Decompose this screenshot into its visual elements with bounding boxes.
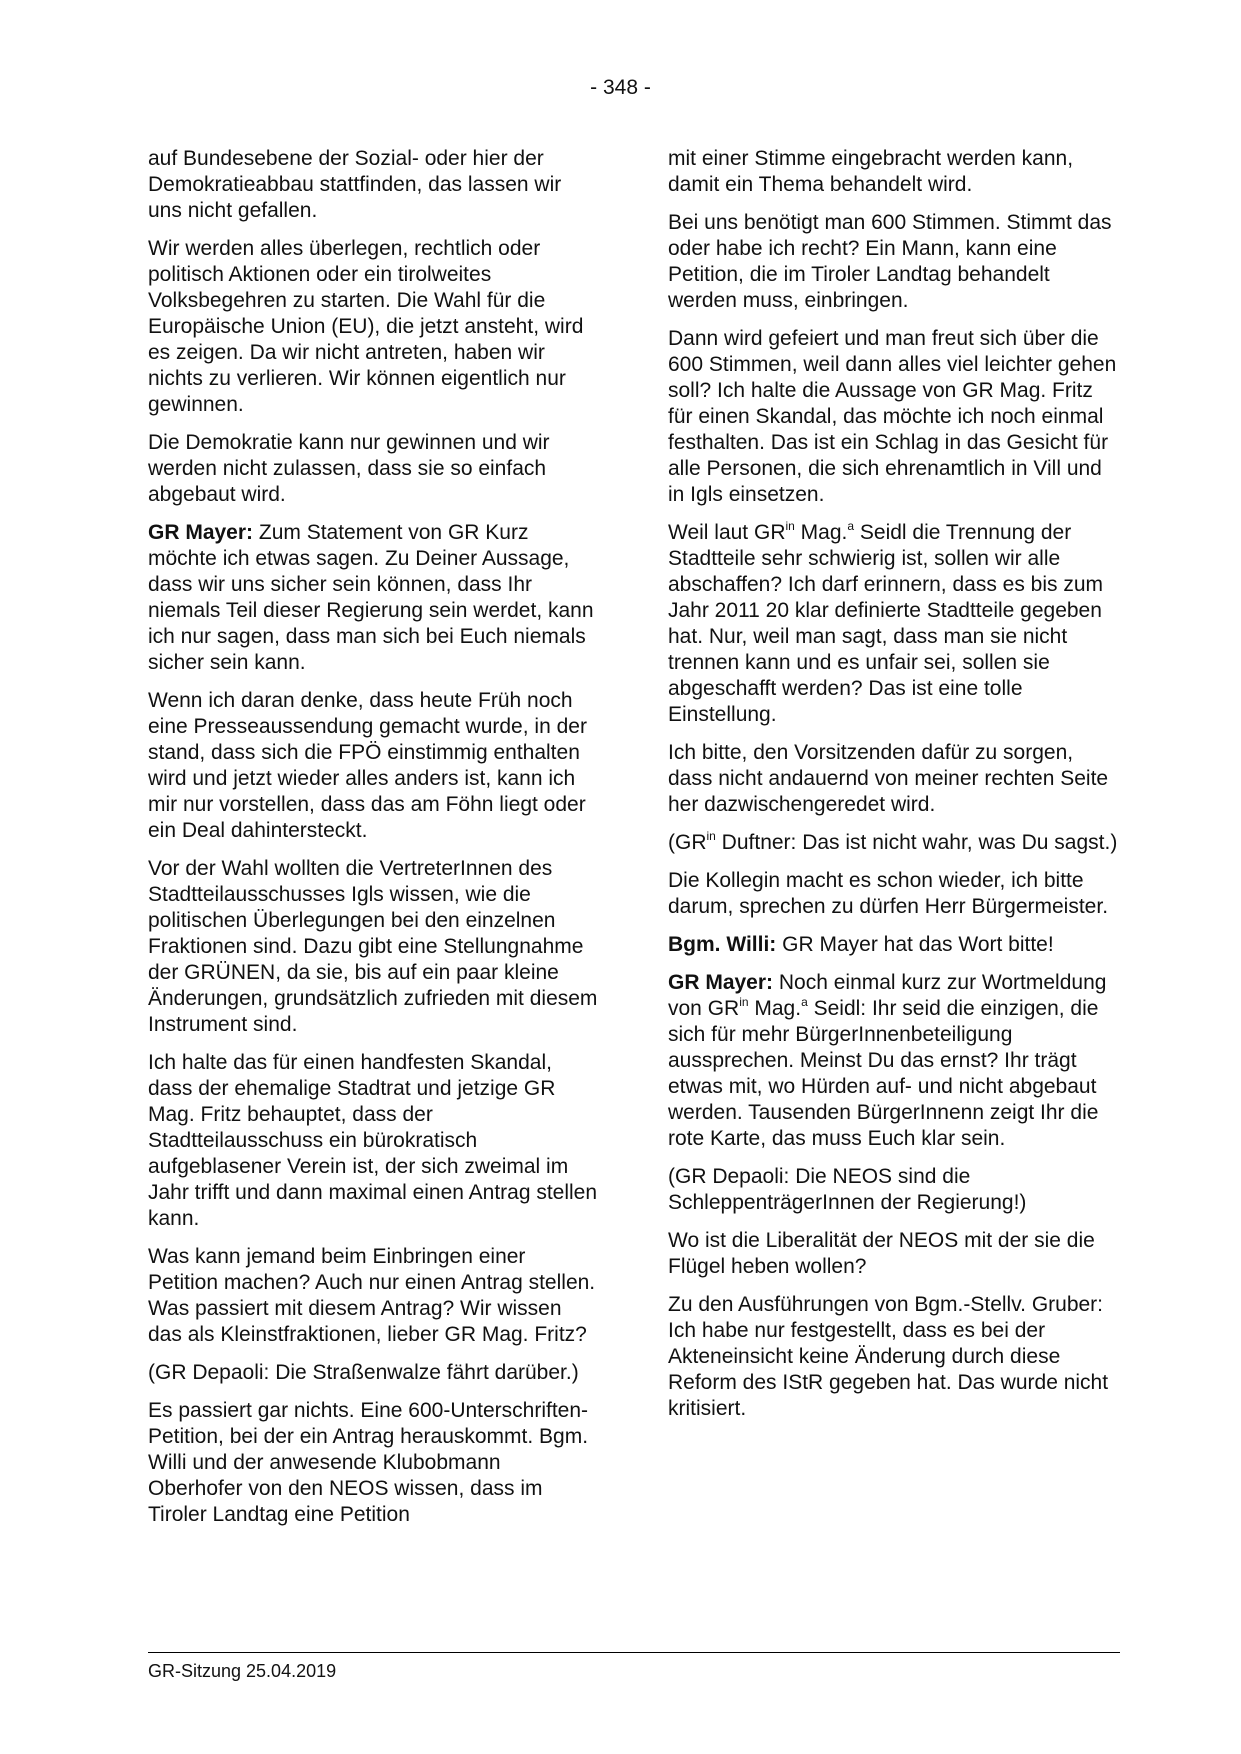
superscript: in xyxy=(739,995,749,1009)
paragraph-text: Es passiert gar nichts. Eine 600-Unterschriften-Petition, bei der ein Antrag herauskommt. Bgm. Willi und der anwesende Klubobmann Oberhofer von den NEOS wissen, dass im Tiroler Landtag eine Petition xyxy=(148,1399,589,1526)
right-column xyxy=(668,146,1120,1434)
paragraph-text: Bei uns benötigt man 600 Stimmen. Stimmt das oder habe ich recht? Ein Mann, kann eine Petition, die im Tiroler Landtag behandelt werden muss, einbringen. xyxy=(668,211,1112,312)
paragraph-text: Wenn ich daran denke, dass heute Früh noch eine Presseaussendung gemacht wurde, in der stand, dass sich die FPÖ einstimmig enthalten wird und jetzt wieder alles anders ist, kann ich mir nur vorstellen, dass das am Föhn liegt oder ein Deal dahintersteckt. xyxy=(148,689,587,842)
speaker-name: GR Mayer: xyxy=(668,971,774,994)
superscript: in xyxy=(706,829,716,843)
paragraph-text: Weil laut GR xyxy=(668,521,786,544)
paragraph-text: (GR xyxy=(668,831,707,854)
paragraph-text: Mag. xyxy=(794,521,848,544)
paragraph-text: Zu den Ausführungen von Bgm.-Stellv. Gruber: Ich habe nur festgestellt, dass es bei der Akteneinsicht keine Änderung durch diese Reform des IStR gegeben hat. Das wurde nicht kritisiert. xyxy=(668,1293,1109,1420)
paragraph xyxy=(668,970,1120,1152)
paragraph-text: Mag. xyxy=(748,997,802,1020)
paragraph-text: Ich halte das für einen handfesten Skandal, dass der ehemalige Stadtrat und jetzige GR Mag. Fritz behauptet, dass der Stadtteilausschuss ein bürokratisch aufgeblasener Verein ist, der sich zweimal im Jahr trifft und dann maximal einen Antrag stellen kann. xyxy=(148,1051,598,1230)
paragraph xyxy=(148,520,600,676)
paragraph xyxy=(148,1244,600,1348)
paragraph xyxy=(148,1360,600,1386)
paragraph xyxy=(148,236,600,418)
paragraph xyxy=(668,146,1120,198)
superscript: a xyxy=(801,995,808,1009)
paragraph-text: Zum Statement von GR Kurz möchte ich etwas sagen. Zu Deiner Aussage, dass wir uns sicher sein können, dass Ihr niemals Teil dieser Regierung sein werdet, kann ich nur sagen, dass man sich bei Euch niemals sicher sein kann. xyxy=(148,521,594,674)
paragraph-text: Seidl: Ihr seid die einzigen, die sich für mehr BürgerInnenbeteiligung aussprechen. Meinst Du das ernst? Ihr trägt etwas mit, wo Hürden auf- und nicht abgebaut werden. Tausenden BürgerInnenn zeigt Ihr die rote Karte, das muss Euch klar sein. xyxy=(668,997,1099,1150)
paragraph xyxy=(148,146,600,224)
paragraph xyxy=(148,688,600,844)
paragraph xyxy=(668,1228,1120,1280)
paragraph-text: Wo ist die Liberalität der NEOS mit der sie die Flügel heben wollen? xyxy=(668,1229,1095,1278)
superscript: a xyxy=(847,519,855,533)
paragraph xyxy=(668,210,1120,314)
paragraph xyxy=(668,740,1120,818)
paragraph xyxy=(668,326,1120,508)
paragraph-text: Dann wird gefeiert und man freut sich über die 600 Stimmen, weil dann alles viel leichter gehen soll? Ich halte die Aussage von GR Mag. Fritz für einen Skandal, das möchte ich noch einmal festhalten. Das ist ein Schlag in das Gesicht für alle Personen, die sich ehrenamtlich in Vill und in Igls einsetzen. xyxy=(668,327,1117,506)
paragraph-text: Duftner: Das ist nicht wahr, was Du sagst.) xyxy=(715,831,1118,854)
paragraph-text: Die Demokratie kann nur gewinnen und wir werden nicht zulassen, dass sie so einfach abgebaut wird. xyxy=(148,431,550,506)
paragraph xyxy=(148,856,600,1038)
paragraph-text: (GR Depaoli: Die Straßenwalze fährt darüber.) xyxy=(148,1361,579,1384)
left-column xyxy=(148,146,600,1540)
paragraph xyxy=(668,932,1120,958)
paragraph-text: mit einer Stimme eingebracht werden kann, damit ein Thema behandelt wird. xyxy=(668,147,1074,196)
paragraph-text: Ich bitte, den Vorsitzenden dafür zu sorgen, dass nicht andauernd von meiner rechten Seite her dazwischengeredet wird. xyxy=(668,741,1109,816)
paragraph-text: Was kann jemand beim Einbringen einer Petition machen? Auch nur einen Antrag stellen. Was passiert mit diesem Antrag? Wir wissen das als Kleinstfraktionen, lieber GR Mag. Fritz? xyxy=(148,1245,596,1346)
paragraph-text: GR Mayer hat das Wort bitte! xyxy=(776,933,1054,956)
page-number: - 348 - xyxy=(590,76,651,99)
paragraph-text: (GR Depaoli: Die NEOS sind die SchleppenträgerInnen der Regierung!) xyxy=(668,1165,1027,1214)
footer-text: GR-Sitzung 25.04.2019 xyxy=(148,1661,337,1681)
paragraph xyxy=(668,830,1120,856)
speaker-name: GR Mayer: xyxy=(148,521,254,544)
paragraph-text: auf Bundesebene der Sozial- oder hier der Demokratieabbau stattfinden, das lassen wir uns nicht gefallen. xyxy=(148,147,562,222)
paragraph xyxy=(148,1050,600,1232)
paragraph-text: Die Kollegin macht es schon wieder, ich bitte darum, sprechen zu dürfen Herr Bürgermeister. xyxy=(668,869,1109,918)
paragraph-text: Seidl die Trennung der Stadtteile sehr schwierig ist, sollen wir alle abschaffen? Ich darf erinnern, dass es bis zum Jahr 2011 20 klar definierte Stadtteile gegeben hat. Nur, weil man sagt, dass man sie nicht trennen kann und es unfair sei, sollen sie abgeschafft werden? Das ist eine tolle Einstellung. xyxy=(668,521,1104,726)
paragraph xyxy=(668,1164,1120,1216)
paragraph xyxy=(668,1292,1120,1422)
footer-divider xyxy=(148,1652,1120,1653)
speaker-name: Bgm. Willi: xyxy=(668,933,777,956)
paragraph-text: Vor der Wahl wollten die VertreterInnen des Stadtteilausschusses Igls wissen, wie die politischen Überlegungen bei den einzelnen Fraktionen sind. Dazu gibt eine Stellungnahme der GRÜNEN, da sie, bis auf ein paar kleine Änderungen, grundsätzlich zufrieden mit diesem Instrument sind. xyxy=(148,857,598,1036)
superscript: in xyxy=(785,519,795,533)
paragraph xyxy=(148,430,600,508)
paragraph-text: Wir werden alles überlegen, rechtlich oder politisch Aktionen oder ein tirolweites Volksbegehren zu starten. Die Wahl für die Europäische Union (EU), die jetzt ansteht, wird es zeigen. Da wir nicht antreten, haben wir nichts zu verlieren. Wir können eigentlich nur gewinnen. xyxy=(148,237,584,416)
paragraph-text: Noch einmal kurz zur Wortmeldung von GR xyxy=(668,971,1107,1020)
paragraph xyxy=(148,1398,600,1528)
paragraph xyxy=(668,520,1120,728)
paragraph xyxy=(668,868,1120,920)
